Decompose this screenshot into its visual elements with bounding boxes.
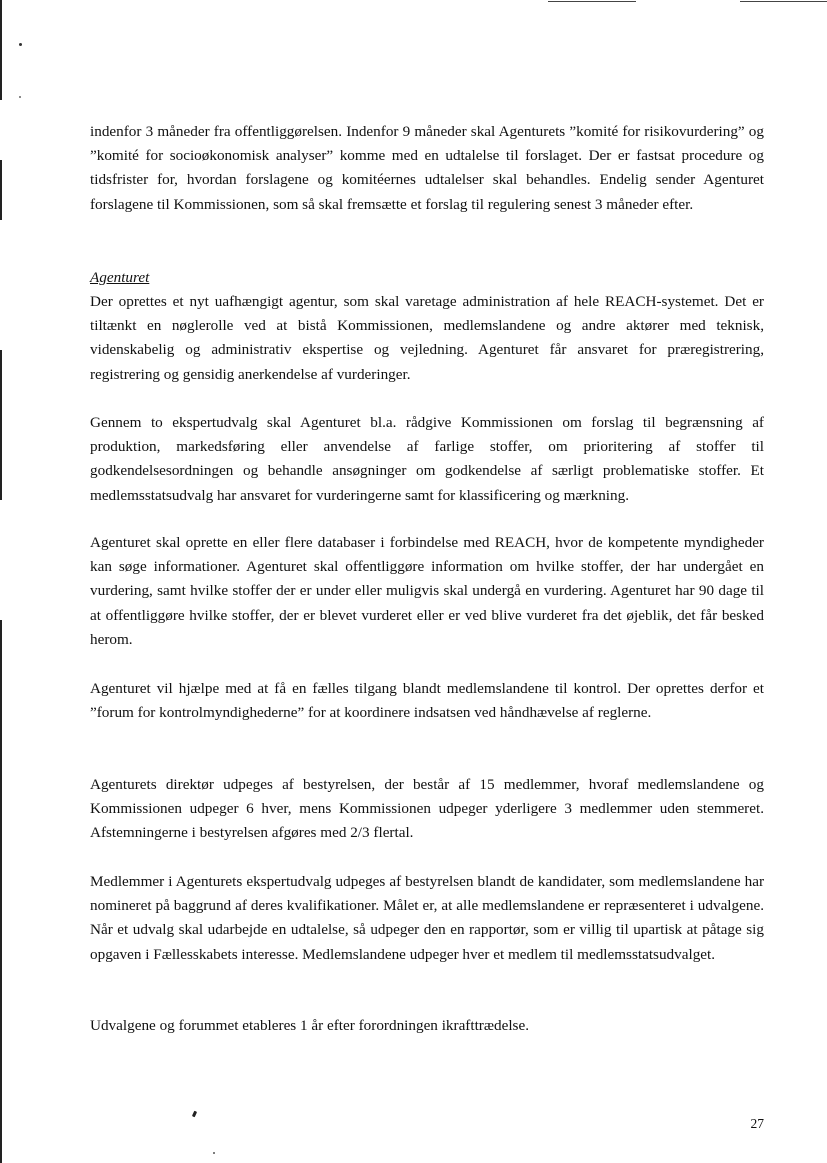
scan-top-line — [740, 1, 827, 2]
paragraph-procedure: indenfor 3 måneder fra offentliggørelsen. Indenfor 9 måneder skal Agenturets ”komité for risikovurdering” og ”komité for socioøkonomisk analyser” komme med en udtalelse til forslaget. Der er fastsat procedure og tidsfrister for, hvordan forslagene og komitéernes udtalelser skal behandles. Endelig sender Agenturet forslagene til Kommissionen, som så skal fremsætte et forslag til regulering senest 3 måneder efter. — [90, 123, 764, 213]
paragraph-enforcement-forum: Agenturet vil hjælpe med at få en fælles tilgang blandt medlemslandene til kontrol. Der oprettes derfor et ”forum for kontrolmyndighederne” for at koordinere indsatsen ved håndhævelse af reglerne. — [90, 680, 764, 722]
scan-edge-gap — [0, 500, 2, 620]
paragraph-committee-members: Medlemmer i Agenturets ekspertudvalg udpeges af bestyrelsen blandt de kandidater, som medlemslandene har nomineret på baggrund af deres kvalifikationer. Målet er, at alle medlemslandene er repræsenteret i udvalgene. Når et udvalg skal udarbejde en udtalelse, så udpeger den en rapportør, som er villig til upartisk at påtage sig opgaven i Fællesskabets interesse. Medlemslandene udpeger hver et medlem til medlemsstatsudvalget. — [90, 873, 764, 963]
scan-edge-gap — [0, 100, 2, 160]
scan-speck — [213, 1152, 215, 1154]
paragraph-board: Agenturets direktør udpeges af bestyrelsen, der består af 15 medlemmer, hvoraf medlemslandene og Kommissionen udpeger 6 hver, mens Kommissionen udpeger yderligere 3 medlemmer uden stemmeret. Afstemningerne i bestyrelsen afgøres med 2/3 flertal. — [90, 776, 764, 842]
paragraph-establishment: Udvalgene og forummet etableres 1 år efter forordningen ikrafttrædelse. — [90, 1017, 529, 1034]
page-number: 27 — [750, 1116, 764, 1131]
scan-top-line — [548, 1, 636, 2]
scan-speck — [19, 96, 21, 98]
scan-edge-gap — [0, 220, 2, 350]
scan-speck — [192, 1111, 197, 1118]
paragraph-expert-committees: Gennem to ekspertudvalg skal Agenturet bl.a. rådgive Kommissionen om forslag til begrænsning af produktion, markedsføring eller anvendelse af farlige stoffer, om prioritering af stoffer til godkendelsesordningen og behandle ansøgninger om godkendelse af særligt problematiske stoffer. Et medlemsstatsudvalg har ansvaret for vurderingerne samt for klassificering og mærkning. — [90, 414, 764, 504]
section-heading-agenturet: Agenturet — [90, 269, 150, 286]
paragraph-agency-intro: Der oprettes et nyt uafhængigt agentur, som skal varetage administration af hele REACH-systemet. Det er tiltænkt en nøglerolle ved at bistå Kommissionen, medlemslandene og andre aktører med teknisk, videnskabelig og administrativ ekspertise og vejledning. Agenturet får ansvaret for præregistrering, registrering og gensidig anerkendelse af vurderinger. — [90, 293, 764, 383]
paragraph-databases: Agenturet skal oprette en eller flere databaser i forbindelse med REACH, hvor de kompetente myndigheder kan søge informationer. Agenturet skal offentliggøre information om hvilke stoffer, der har undergået en vurdering, samt hvilke stoffer der er under eller muligvis skal undergå en vurdering. Agenturet har 90 dage til at offentliggøre hvilke stoffer, der er blevet vurderet eller er ved blive vurderet fra det øjeblik, det får besked herom. — [90, 534, 764, 648]
scan-speck — [19, 43, 22, 46]
